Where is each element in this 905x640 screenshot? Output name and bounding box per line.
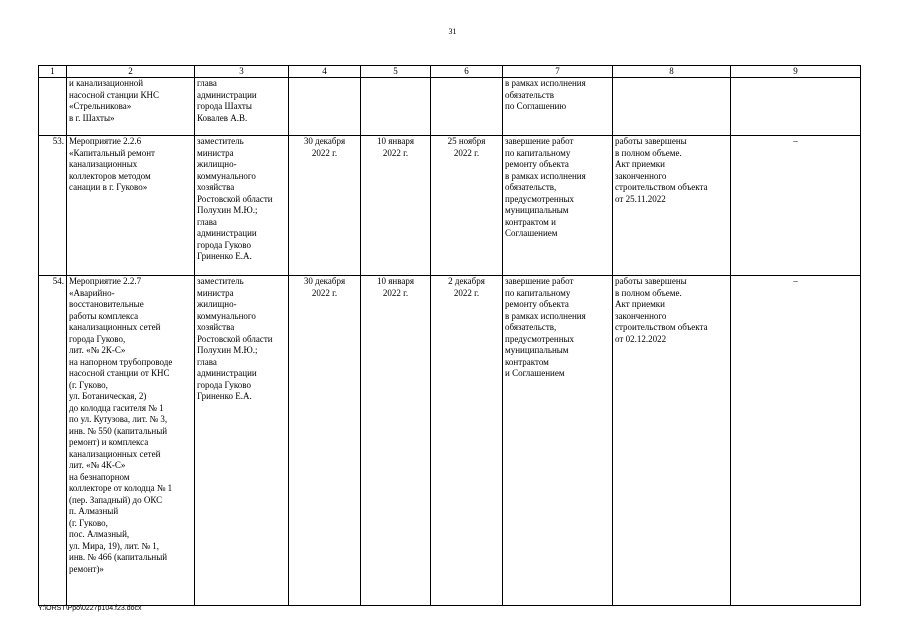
start-date-cell: 10 января 2022 г. (361, 136, 431, 276)
table-row (39, 276, 861, 606)
expected-result-cell: завершение работ по капитальному ремонту объекта в рамках исполнения обязательств, предусмотренных муниципальным контрактом и Соглашением (503, 276, 613, 606)
planned-date-cell: 30 декабря 2022 г. (289, 136, 361, 276)
end-date-cell (431, 78, 503, 136)
event-cell: Мероприятие 2.2.6 «Капитальный ремонт канализационных коллекторов методом санации в г. Гуково» (67, 136, 195, 276)
notes-cell (731, 78, 861, 136)
column-number: 9 (731, 66, 861, 78)
column-number: 3 (195, 66, 289, 78)
column-number: 8 (613, 66, 731, 78)
start-date-cell: 10 января 2022 г. (361, 276, 431, 606)
column-number: 5 (361, 66, 431, 78)
actual-result-cell: работы завершены в полном объеме. Акт приемки законченного строительством объекта от 02.12.2022 (613, 276, 731, 606)
column-number: 2 (67, 66, 195, 78)
report-table (38, 65, 861, 606)
row-number (39, 78, 67, 136)
page-number: 31 (448, 27, 457, 36)
actual-result-cell (613, 78, 731, 136)
column-number: 7 (503, 66, 613, 78)
responsible-cell: заместитель министра жилищно- коммунального хозяйства Ростовской области Полухин М.Ю.; глава администрации города Гуково Гриненко Е.А. (195, 276, 289, 606)
table-row (39, 78, 861, 136)
event-cell: и канализационной насосной станции КНС «Стрельникова» в г. Шахты» (67, 78, 195, 136)
column-number-row (39, 66, 861, 78)
expected-result-cell: в рамках исполнения обязательств по Соглашению (503, 78, 613, 136)
planned-date-cell (289, 78, 361, 136)
actual-result-cell: работы завершены в полном объеме. Акт приемки законченного строительством объекта от 25.11.2022 (613, 136, 731, 276)
end-date-cell: 25 ноября 2022 г. (431, 136, 503, 276)
document-path-footer: Y:\ORST\Ppo\0227p104.f23.docx (38, 605, 142, 612)
planned-date-cell: 30 декабря 2022 г. (289, 276, 361, 606)
row-number: 54. (39, 276, 67, 606)
responsible-cell: глава администрации города Шахты Ковалев А.В. (195, 78, 289, 136)
notes-cell: – (731, 276, 861, 606)
expected-result-cell: завершение работ по капитальному ремонту объекта в рамках исполнения обязательств, предусмотренных муниципальным контрактом и Соглашением (503, 136, 613, 276)
column-number: 6 (431, 66, 503, 78)
table-row (39, 136, 861, 276)
column-number: 1 (39, 66, 67, 78)
end-date-cell: 2 декабря 2022 г. (431, 276, 503, 606)
column-number: 4 (289, 66, 361, 78)
event-cell: Мероприятие 2.2.7 «Аварийно- восстановительные работы комплекса канализационных сетей города Гуково, лит. «№ 2К-С» на напорном трубопроводе насосной станции от КНС (г. Гуково, ул. Ботаническая, 2) до колодца гасителя № 1 по ул. Кутузова, лит. № 3, инв. № 550 (капитальный ремонт) и комплекса канализационных сетей лит. «№ 4К-С» на безнапорном коллекторе от колодца № 1 (пер. Западный) до ОКС п. Алмазный (г. Гуково, пос. Алмазный, ул. Мира, 19), лит. № 1, инв. № 466 (капитальный ремонт)» (67, 276, 195, 606)
row-number: 53. (39, 136, 67, 276)
start-date-cell (361, 78, 431, 136)
responsible-cell: заместитель министра жилищно- коммунального хозяйства Ростовской области Полухин М.Ю.; глава администрации города Гуково Гриненко Е.А. (195, 136, 289, 276)
notes-cell: – (731, 136, 861, 276)
